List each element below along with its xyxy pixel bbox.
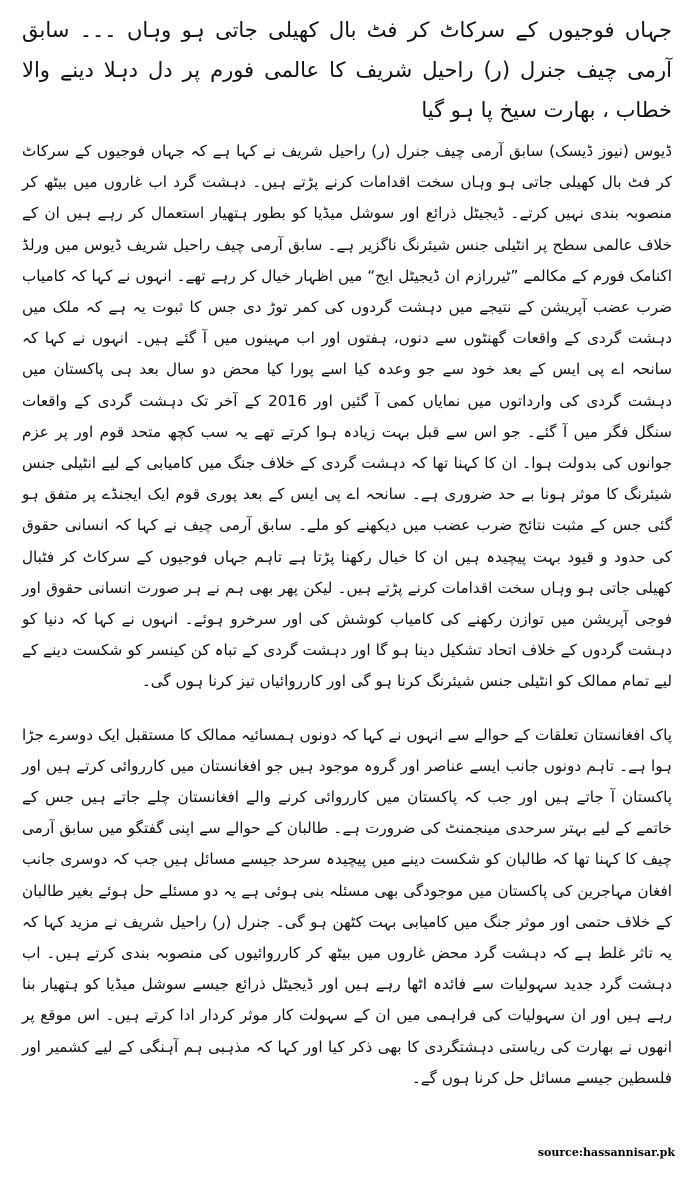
article-paragraph-2: پاک افغانستان تعلقات کے حوالے سے انہوں نے کہا کہ دونوں ہمسائیہ ممالک کا مستقبل ایک دوسرے جڑا ہوا ہے۔ تاہم دونوں جانب ایسے عناصر اور گروہ موجود ہیں جو افغانستان میں کارروائی کرتے ہیں اور پاکستان آ جاتے ہیں اور جب کہ پاکستان میں کارروائی کرنے والے افغانستان چلے جاتے ہیں جس کے خاتمے کے لیے بہتر سرحدی مینجمنٹ کی ضرورت ہے۔ طالبان کے حوالے سے اپنی گفتگو میں سابق آرمی چیف کا کہنا تھا کہ طالبان کو شکست دینے میں پیچیدہ سرحد جیسے مسائل ہیں جب کہ دوسری جانب افغان مہاجرین کی پاکستان میں موجودگی بھی مسئلہ بنی ہوئی ہے یہ دو مسئلے حل ہوئے بغیر طالبان کے خلاف حتمی اور موثر جنگ میں کامیابی بہت کٹھن ہو گی۔ جنرل (ر) راحیل شریف نے مزید کہا کہ یہ تاثر غلط ہے کہ دہشت گرد محض غاروں میں بیٹھ کر کارروائیوں کی منصوبہ بندی کرتے ہیں۔ اب دہشت گرد جدید سہولیات سے فائدہ اٹھا رہے ہیں اور ڈیجیٹل ذرائع جیسے سوشل میڈیا کو ہتھیار بنا رہے ہیں اور ان سہولیات کی فراہمی میں ان کے سہولت کار موثر کردار ادا کرتے ہیں۔ اس موقع پر انھوں نے بھارت کی ریاستی دہشتگردی کا بھی ذکر کیا اور کہا کہ مذہبی ہم آہنگی کے لیے کشمیر اور فلسطین جیسے مسائل حل کرنا ہوں گے۔ bbox=[22, 725, 672, 1087]
article-paragraph-1: ڈیوس (نیوز ڈیسک) سابق آرمی چیف جنرل (ر) راحیل شریف نے کہا ہے کہ جہاں فوجیوں کے سرکاٹ کر فٹ بال کھیلی جاتی ہو وہاں سخت اقدامات کرنے پڑتے ہیں۔ دہشت گرد اب غاروں میں بیٹھ کر منصوبہ بندی نہیں کرتے۔ ڈیجیٹل ذرائع اور سوشل میڈیا کو بطور ہتھیار استعمال کر رہے ہیں ان کے خلاف عالمی سطح پر انٹیلی جنس شیئرنگ ناگزیر ہے۔ سابق آرمی چیف راحیل شریف ڈیوس میں ورلڈ اکنامک فورم کے مکالمے ”ٹیررازم ان ڈیجیٹل ایج“ میں اظہار خیال کر رہے تھے۔ انہوں نے کہا کہ کامیاب ضرب عضب آپریشن کے نتیجے میں دہشت گردوں کی کمر توڑ دی جس کا ثبوت یہ ہے کہ ملک میں دہشت گردی کے واقعات گھنٹوں سے دنوں، ہفتوں اور اب مہینوں میں آ گئے ہیں۔ انہوں نے کہا کہ سانحہ اے پی ایس کے بعد خود سے جو وعدہ کیا اسے پورا کیا محض دو سال بعد ہی پاکستان میں دہشت گردی کی وارداتوں میں نمایاں کمی آ گئیں اور 2016 کے آخر تک دہشت گردی کے واقعات سنگل فگر میں آ گئے۔ جو اس سے قبل بہت زیادہ ہوا کرتے تھے یہ سب کچھ متحد قوم اور پر عزم جوانوں کی بدولت ہوا۔ ان کا کہنا تھا کہ دہشت گردی کے خلاف جنگ میں کامیابی کے لیے انٹیلی جنس شیئرنگ کا موثر ہونا بے حد ضروری ہے۔ سانحہ اے پی ایس کے بعد پوری قوم ایک ایجنڈے پر متفق ہو گئی جس کے مثبت نتائج ضرب عضب میں دیکھنے کو ملے۔ سابق آرمی چیف نے کہا کہ انسانی حقوق کی حدود و قیود بہت پیچیدہ ہیں ان کا خیال رکھنا پڑتا ہے تاہم جہاں فوجیوں کے سرکاٹ کر فٹبال کھیلی جاتی ہو وہاں سخت اقدامات کرنے پڑتے ہیں۔ لیکن پھر بھی ہم نے ہر صورت انسانی حقوق اور فوجی آپریشن میں توازن رکھنے کی کامیاب کوشش کی اور سرخرو ہوئے۔ انہوں نے کہا کہ دنیا کو دہشت گردوں کے خلاف اتحاد تشکیل دینا ہو گا اور دہشت گردی کے تباہ کن کینسر کو شکست دینے کے لیے تمام ممالک کو انٹیلی جنس شیئرنگ کرنا ہو گی اور کارروائیاں تیز کرنا ہوں گی۔ bbox=[22, 142, 672, 691]
article-headline: جہاں فوجیوں کے سرکاٹ کر فٹ بال کھیلی جاتی ہو وہاں ۔۔۔ سابق آرمی چیف جنرل (ر) راحیل شریف کا عالمی فورم پر دل دہلا دینے والا خطاب ، بھارت سیخ پا ہو گیا bbox=[22, 18, 672, 122]
article bbox=[22, 10, 672, 1094]
source-credit: source:hassannisar.pk bbox=[537, 1146, 675, 1159]
